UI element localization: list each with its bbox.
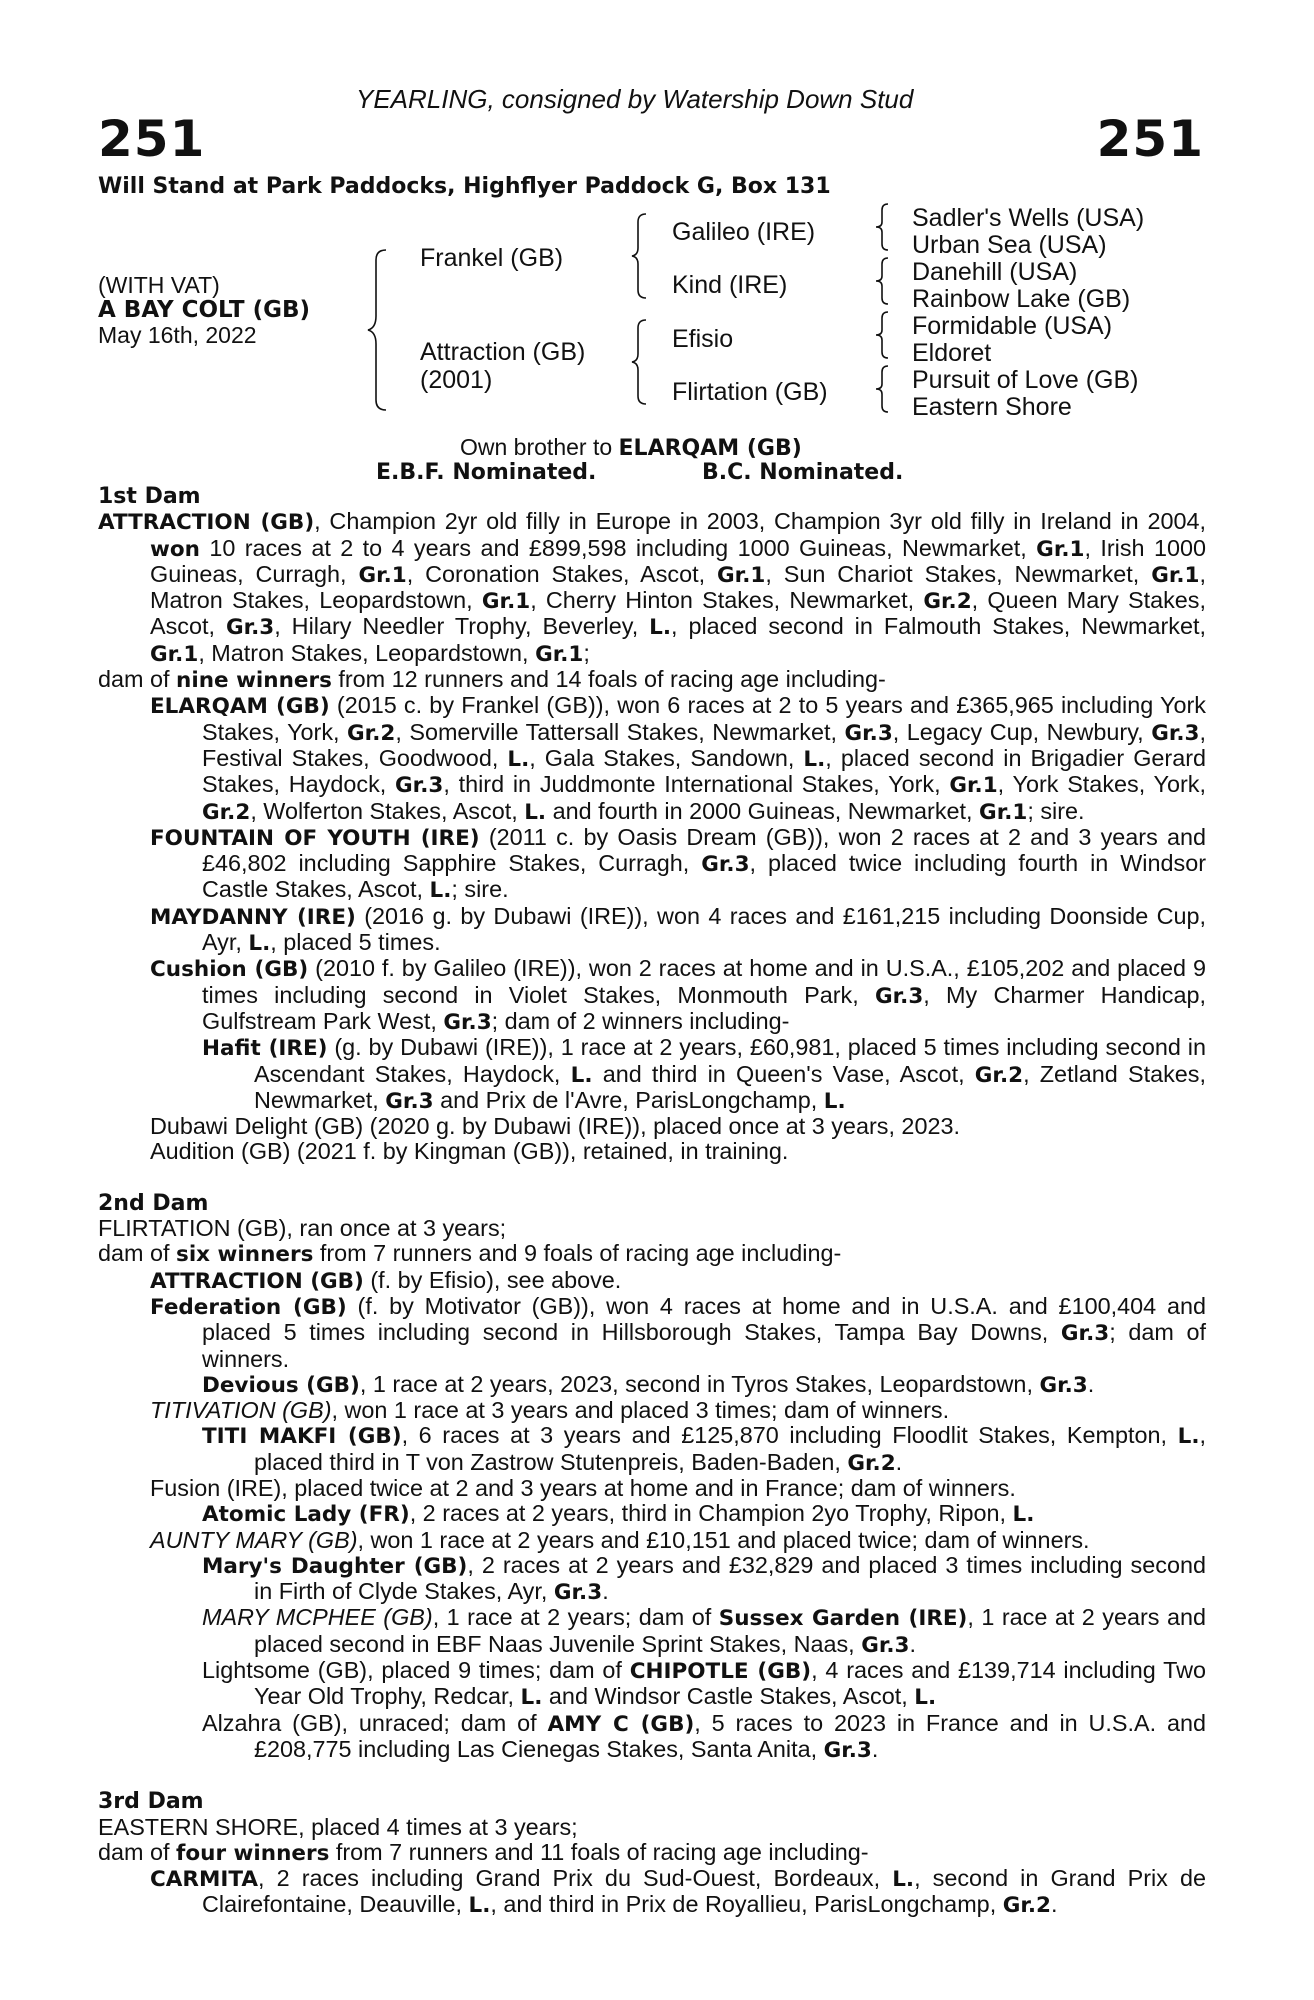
foaling-date: May 16th, 2022 [98, 322, 257, 348]
section-1st-dam: 1st Dam [98, 484, 201, 509]
ebf-nomination: E.B.F. Nominated. [376, 460, 597, 485]
produce-hafit: Hafit (IRE) (g. by Dubawi (IRE)), 1 race at 2 years, £60,981, placed 5 times including second in Ascendant Stakes, Haydock, L. and third in Queen's Vase, Ascot, Gr.2, Zetland Stakes, Newmarket, Gr.3 and Prix de l'Avre, ParisLongchamp, L. [202, 1034, 1206, 1114]
produce-dubawi-delight: Dubawi Delight (GB) (2020 g. by Dubawi (IRE)), placed once at 3 years, 2023. [150, 1113, 960, 1140]
pedigree-g3-6: Eldoret [912, 339, 992, 367]
own-brother-note [460, 434, 802, 461]
second-dam-marys-daughter: Mary's Daughter (GB), 2 races at 2 years and £32,829 and placed 3 times including second in Firth of Clyde Stakes, Ayr, Gr.3. [202, 1551, 1206, 1606]
pedigree-dam-sire: Efisio [672, 325, 734, 353]
third-dam-produce-summary: dam of four winners from 7 runners and 11 foals of racing age including- [98, 1838, 869, 1866]
pedigree-sire: Frankel (GB) [420, 244, 564, 272]
pedigree-g3-8: Eastern Shore [912, 393, 1072, 421]
second-dam-entry: FLIRTATION (GB), ran once at 3 years; [98, 1215, 507, 1242]
produce-fountain-of-youth: FOUNTAIN OF YOUTH (IRE) (2011 c. by Oasis Dream (GB)), won 2 races at 2 and 3 years and £46,802 including Sapphire Stakes, Curragh, Gr.3, placed twice including fourth in Windsor Castle Stakes, Ascot, L.; sire. [150, 823, 1206, 904]
produce-audition: Audition (GB) (2021 f. by Kingman (GB)), retained, in training. [150, 1138, 789, 1165]
pedigree-g3-1: Sadler's Wells (USA) [912, 204, 1145, 232]
section-3rd-dam: 3rd Dam [98, 1789, 204, 1815]
pedigree-g3-4: Rainbow Lake (GB) [912, 285, 1131, 313]
pedigree-dam-dam: Flirtation (GB) [672, 378, 828, 406]
vat-note: (WITH VAT) [98, 272, 220, 298]
pedigree-bracket-g3 [876, 312, 892, 358]
pedigree-bracket-g4 [876, 366, 892, 412]
second-dam-aunty-mary: AUNTY MARY (GB), won 1 race at 2 years and £10,151 and placed twice; dam of winners. [150, 1526, 1090, 1553]
pedigree-dam-year: (2001) [420, 366, 493, 394]
second-dam-produce-summary: dam of six winners from 7 runners and 9 foals of racing age including- [98, 1240, 842, 1268]
second-dam-lightsome: Lightsome (GB), placed 9 times; dam of CHIPOTLE (GB), 4 races and £139,714 including Two Year Old Trophy, Redcar, L. and Windsor Castle Stakes, Ascot, L. [202, 1657, 1207, 1711]
second-dam-fusion: Fusion (IRE), placed twice at 2 and 3 years at home and in France; dam of winners. [150, 1474, 1016, 1501]
third-dam-carmita: CARMITA, 2 races including Grand Prix du Sud-Ouest, Bordeaux, L., second in Grand Prix de Clairefontaine, Deauville, L., and third in Prix de Royallieu, ParisLongchamp, Gr.2. [150, 1865, 1206, 1919]
pedigree-g3-5: Formidable (USA) [912, 312, 1113, 340]
horse-name: A BAY COLT (GB) [98, 297, 311, 323]
own-brother-name: ELARQAM (GB) [618, 436, 802, 461]
second-dam-attraction: ATTRACTION (GB) (f. by Efisio), see above. [150, 1266, 622, 1294]
pedigree-bracket-main [368, 250, 392, 410]
catalogue-body [98, 484, 1206, 1919]
pedigree-bracket-g2 [876, 258, 892, 304]
pedigree-g3-2: Urban Sea (USA) [912, 231, 1107, 259]
pedigree-g3-3: Danehill (USA) [912, 258, 1078, 286]
second-dam-titivation: TITIVATION (GB), won 1 race at 3 years and placed 3 times; dam of winners. [150, 1397, 950, 1424]
own-brother-prefix: Own brother to [460, 434, 613, 460]
first-dam-produce-summary: dam of nine winners from 12 runners and 14 foals of racing age including- [98, 666, 886, 694]
pedigree-sire-sire: Galileo (IRE) [672, 218, 816, 246]
lot-number-right: 251 [1096, 110, 1204, 168]
location-line: Will Stand at Park Paddocks, Highflyer Paddock G, Box 131 [98, 174, 831, 199]
produce-cushion: Cushion (GB) (2010 f. by Galileo (IRE)), won 2 races at home and in U.S.A., £105,202 and placed 9 times including second in Violet Stakes, Monmouth Park, Gr.3, My Charmer Handicap, Gulfstream Park West, Gr.3; dam of 2 winners including- [150, 955, 1206, 1035]
lot-number-left: 251 [98, 110, 206, 168]
second-dam-alzahra: Alzahra (GB), unraced; dam of AMY C (GB), 5 races to 2023 in France and in U.S.A. and £208,775 including Las Cienegas Stakes, Santa Anita, Gr.3. [202, 1709, 1206, 1763]
bc-nomination: B.C. Nominated. [702, 460, 904, 485]
produce-maydanny: MAYDANNY (IRE) (2016 g. by Dubawi (IRE)), won 4 races and £161,215 including Doonside Cup, Ayr, L., placed 5 times. [150, 902, 1207, 957]
second-dam-devious: Devious (GB), 1 race at 2 years, 2023, second in Tyros Stakes, Leopardstown, Gr.3. [202, 1370, 1095, 1398]
third-dam-entry: EASTERN SHORE, placed 4 times at 3 years; [98, 1813, 578, 1840]
produce-elarqam: ELARQAM (GB) (2015 c. by Frankel (GB)), won 6 races at 2 to 5 years and £365,965 including York Stakes, York, Gr.2, Somerville Tattersall Stakes, Newmarket, Gr.3, Legacy Cup, Newbury, Gr.3, Festival Stakes, Goodwood, L., Gala Stakes, Sandown, L., placed second in Brigadier Gerard Stakes, Haydock, Gr.3, third in Juddmonte International Stakes, York, Gr.1, York Stakes, York, Gr.2, Wolferton Stakes, Ascot, L. and fourth in 2000 Guineas, Newmarket, Gr.1; sire. [150, 692, 1207, 825]
second-dam-mary-mcphee: MARY MCPHEE (GB), 1 race at 2 years; dam of Sussex Garden (IRE), 1 race at 2 years and placed second in EBF Naas Juvenile Sprint Stakes, Naas, Gr.3. [202, 1604, 1206, 1658]
pedigree-bracket-g1 [876, 204, 892, 250]
pedigree-sire-dam: Kind (IRE) [672, 271, 788, 299]
second-dam-atomic-lady: Atomic Lady (FR), 2 races at 2 years, third in Champion 2yo Trophy, Ripon, L. [202, 1500, 1035, 1528]
second-dam-titi-makfi: TITI MAKFI (GB), 6 races at 3 years and £125,870 including Floodlit Stakes, Kempton, L., placed third in T von Zastrow Stutenpreis, Baden-Baden, Gr.2. [202, 1422, 1206, 1476]
section-2nd-dam: 2nd Dam [98, 1190, 209, 1216]
pedigree-bracket-dam [632, 320, 652, 404]
second-dam-federation: Federation (GB) (f. by Motivator (GB)), won 4 races at home and in U.S.A. and £100,404 and placed 5 times including second in Hillsborough Stakes, Tampa Bay Downs, Gr.3; dam of winners. [150, 1292, 1207, 1372]
first-dam-entry: ATTRACTION (GB), Champion 2yr old filly in Europe in 2003, Champion 3yr old filly in Ireland in 2004, won 10 races at 2 to 4 years and £899,598 including 1000 Guineas, Newmarket, Gr.1, Irish 1000 Guineas, Curragh, Gr.1, Coronation Stakes, Ascot, Gr.1, Sun Chariot Stakes, Newmarket, Gr.1, Matron Stakes, Leopardstown, Gr.1, Cherry Hinton Stakes, Newmarket, Gr.2, Queen Mary Stakes, Ascot, Gr.3, Hilary Needler Trophy, Beverley, L., placed second in Falmouth Stakes, Newmarket, Gr.1, Matron Stakes, Leopardstown, Gr.1; [98, 508, 1206, 667]
consignment-line: YEARLING, consigned by Watership Down Stud [356, 84, 914, 114]
pedigree-dam: Attraction (GB) [420, 338, 586, 366]
pedigree-bracket-sire [632, 214, 652, 298]
pedigree-g3-7: Pursuit of Love (GB) [912, 366, 1139, 394]
